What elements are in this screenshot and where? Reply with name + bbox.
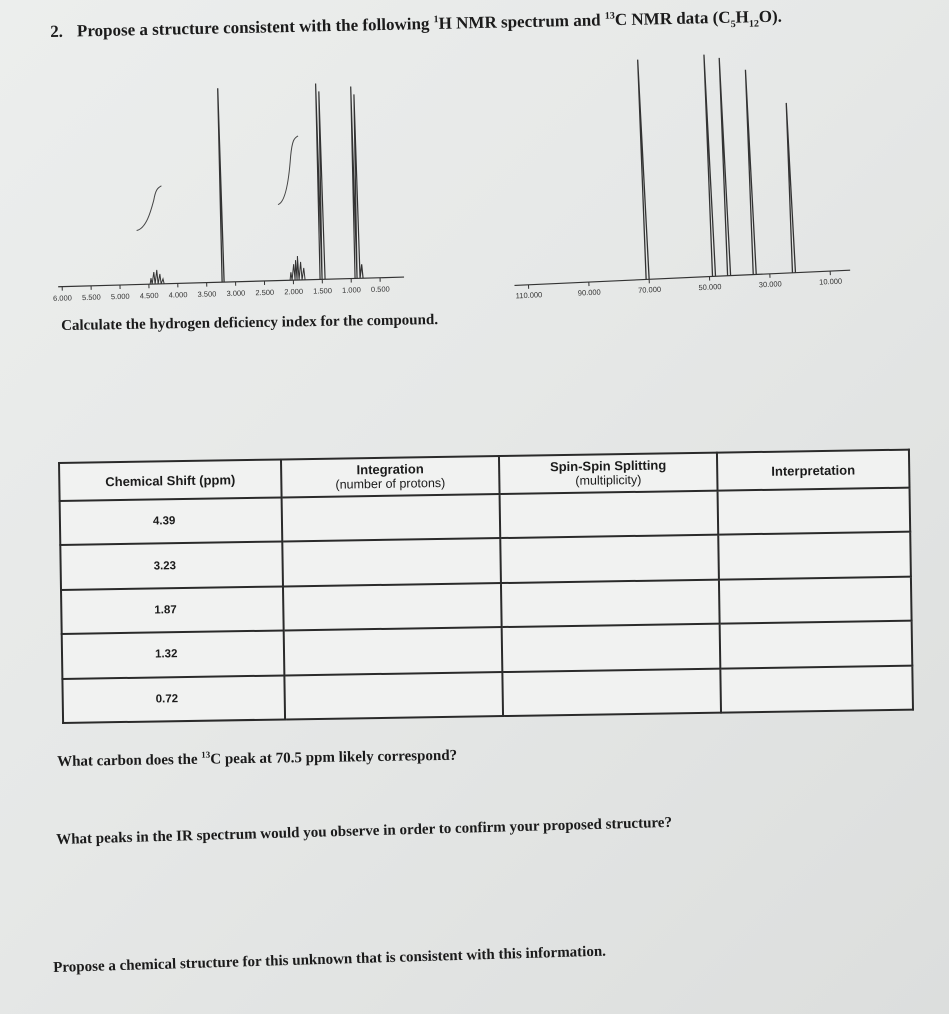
integration-cell[interactable] [283, 583, 502, 631]
h-nmr-tick-label: 2.500 [255, 287, 275, 298]
interpretation-cell[interactable] [718, 488, 911, 535]
c-nmr-peak [785, 103, 796, 273]
c-nmr-tick-label: 90.000 [577, 287, 601, 298]
header-interpretation: Interpretation [717, 450, 910, 491]
h-nmr-tick-label: 4.000 [168, 290, 188, 300]
h-nmr-tick-label: 0.500 [370, 284, 390, 295]
question-title: 2. Propose a structure consistent with the following $^1$H NMR spectrum and $^{13}$C NMR data $(C_5H_{12}O)$. [50, 6, 783, 41]
h-nmr-tick-label: 1.500 [313, 286, 333, 296]
shift-cell: 1.32 [62, 631, 285, 679]
c-nmr-peak [702, 55, 715, 277]
shift-cell: 0.72 [62, 675, 285, 723]
nmr-data-table [58, 449, 914, 724]
structure-prompt: Propose a chemical structure for this unknown that is consistent with this information. [53, 943, 607, 976]
integration-cell[interactable] [282, 538, 501, 586]
h-nmr-spectrum [52, 78, 408, 308]
header-splitting: Spin-Spin Splitting (multiplicity) [499, 453, 718, 494]
question-number: 2. [50, 21, 64, 41]
h-nmr-tick-label: 5.000 [110, 291, 130, 302]
h-nmr-tick-label: 3.500 [197, 289, 217, 299]
c-nmr-tick-label: 110.000 [515, 290, 543, 301]
header-integration: Integration (number of protons) [281, 456, 500, 497]
h-nmr-peak-0.72 [350, 86, 363, 278]
c-nmr-baseline [514, 270, 850, 285]
ir-prompt: What peaks in the IR spectrum would you observe in order to confirm your proposed structure? [56, 814, 673, 848]
hdi-prompt: Calculate the hydrogen deficiency index for the compound. [61, 312, 439, 334]
h-nmr-tick-label: 6.000 [52, 293, 73, 303]
splitting-cell[interactable] [501, 579, 720, 627]
header-chemical-shift: Chemical Shift (ppm) [59, 459, 282, 500]
shift-cell: 4.39 [60, 497, 283, 545]
h-nmr-peak-1.32 [315, 83, 325, 279]
h-nmr-integral-1 [135, 186, 162, 231]
splitting-cell[interactable] [502, 668, 721, 716]
integration-cell[interactable] [284, 672, 503, 720]
h-nmr-tick-label: 2.000 [284, 286, 304, 297]
c-nmr-tick-label: 70.000 [637, 284, 662, 295]
interpretation-cell[interactable] [718, 532, 911, 579]
interpretation-cell[interactable] [720, 665, 913, 712]
interpretation-cell[interactable] [719, 576, 912, 623]
c-nmr-peak [744, 70, 756, 275]
c-nmr-tick-label: 10.000 [818, 276, 843, 287]
splitting-cell[interactable] [500, 491, 719, 539]
splitting-cell[interactable] [502, 624, 721, 672]
c-nmr-tick-label: 50.000 [698, 282, 722, 293]
h-nmr-tick-label: 3.000 [226, 288, 246, 299]
h-nmr-integral-2 [276, 136, 300, 205]
h-nmr-peak-3.23 [217, 88, 224, 282]
integration-cell[interactable] [284, 627, 503, 675]
h-nmr-peak-4.39 [150, 270, 164, 284]
c-nmr-tick-label: 30.000 [758, 279, 782, 290]
h-nmr-tick-label: 4.500 [139, 290, 159, 301]
splitting-cell[interactable] [500, 535, 719, 583]
h-nmr-tick-label: 5.500 [81, 292, 101, 303]
carbon-prompt: What carbon does the $^{13}$C peak at 70.5 ppm likely correspond? [57, 747, 458, 770]
h-nmr-peak-1.87 [289, 256, 305, 280]
h-nmr-tick-label: 1.000 [341, 285, 361, 295]
integration-cell[interactable] [282, 494, 501, 542]
interpretation-cell[interactable] [720, 621, 913, 668]
c-nmr-spectrum [508, 46, 853, 301]
shift-cell: 3.23 [60, 542, 283, 590]
c-nmr-peak [636, 60, 649, 280]
shift-cell: 1.87 [61, 586, 284, 634]
c-nmr-peak [718, 58, 731, 276]
